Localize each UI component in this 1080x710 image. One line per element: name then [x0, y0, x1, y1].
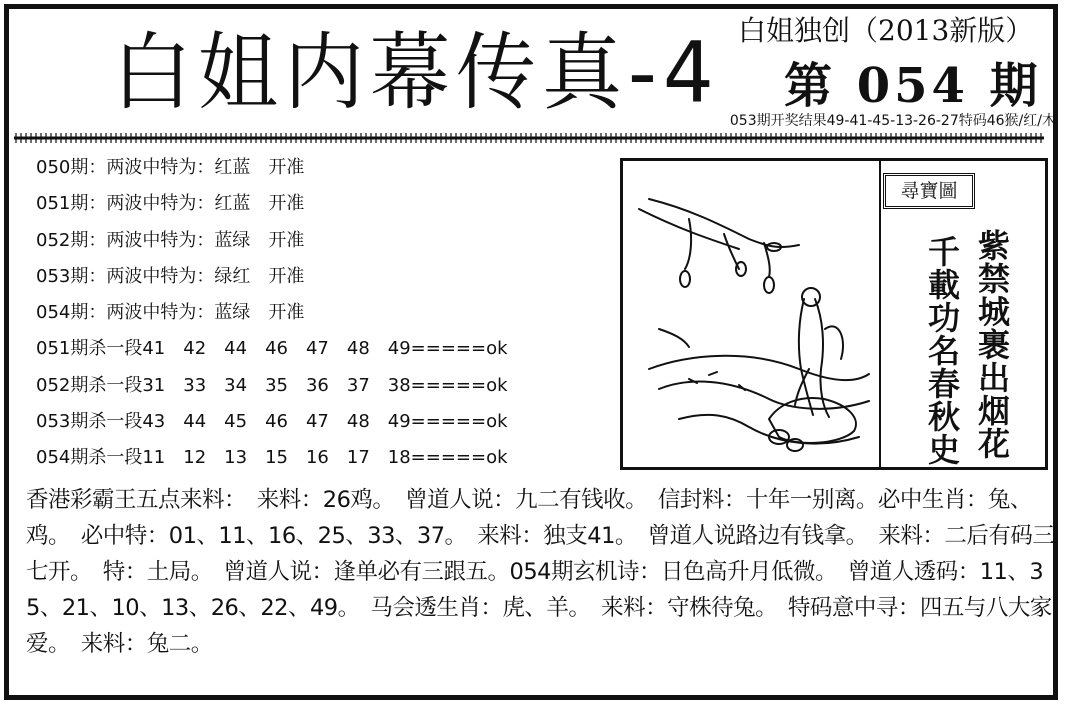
poem-line-1: 紫禁城裹出烟花 [973, 229, 1011, 460]
list-item: 053期：两波中特为：绿红 开准 [36, 265, 305, 287]
page-title: 白姐内幕传真-4 [112, 23, 720, 122]
list-item: 053期杀一段43 44 45 46 47 48 49=====ok [36, 411, 508, 433]
monkey-drawing [629, 169, 875, 461]
list-item: 051期杀一段41 42 44 46 47 48 49=====ok [36, 338, 508, 360]
list-item: 054期杀一段11 12 13 15 16 17 18=====ok [36, 447, 508, 469]
prediction-list [36, 150, 596, 477]
previous-result: 053期开奖结果49-41-45-13-26-27特码46猴/红/木 [729, 113, 1056, 129]
paragraph-text: 香港彩霸王五点来料： 来料：26鸡。 曾道人说：九二有钱收。 信封料：十年一别离。必中生肖：兔、鸡。 必中特：01、11、16、25、33、37。 来料：独支41。 曾道人说路边有钱拿。 来料：二后有码三七开。 特：土局。 曾道人说：逢单必有三跟五。054期玄机诗：日色高升月低微。 曾道人透码：11、35、21、10、13、26、22、49。 马会透生肖：虎、羊。 来料：守株待兔。 特码意中寻：四五与八大家爱。 来料：兔二。 [26, 487, 1055, 657]
list-item: 050期：两波中特为：红蓝 开准 [36, 157, 305, 178]
list-item: 052期杀一段31 33 34 35 36 37 38=====ok [36, 374, 508, 396]
poem-line-2: 千載功名春秋史 [923, 235, 961, 466]
edition-subtitle: 白姐独创（2013新版） [738, 14, 1034, 47]
bottom-paragraph [26, 482, 1056, 662]
list-item: 051期：两波中特为：红蓝 开准 [36, 193, 305, 215]
list-item: 054期：两波中特为：蓝绿 开准 [36, 302, 305, 324]
treasure-map-label: 尋寶圖 [883, 173, 975, 209]
picture-divider [879, 161, 881, 467]
list-item: 052期：两波中特为：蓝绿 开准 [36, 229, 305, 251]
barbed-divider [14, 133, 1044, 143]
treasure-map-box [620, 158, 1048, 470]
issue-number: 第 054 期 [784, 58, 1042, 114]
